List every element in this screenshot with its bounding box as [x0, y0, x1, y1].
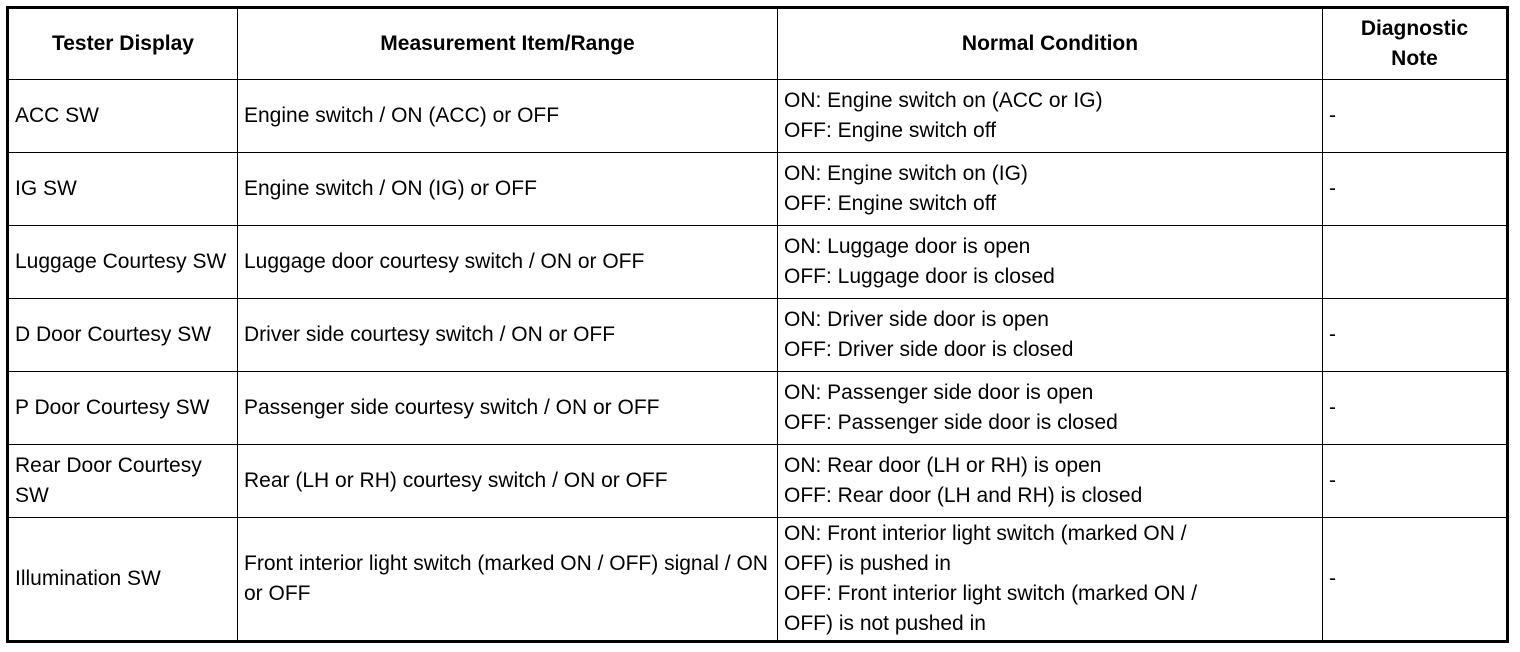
normal-condition-cell: [778, 518, 1323, 642]
header-tester-display: Tester Display: [8, 8, 238, 80]
measurement-cell: Passenger side courtesy switch / ON or OFF: [238, 372, 778, 445]
normal-condition-line: ON: Driver side door is open: [784, 308, 1049, 331]
table-row: [8, 299, 1508, 372]
header-normal-condition: Normal Condition: [778, 8, 1323, 80]
normal-condition-line: ON: Engine switch on (ACC or IG): [784, 89, 1103, 112]
normal-condition-cell: [778, 372, 1323, 445]
header-measurement-item: Measurement Item/Range: [238, 8, 778, 80]
table-header-row: [8, 8, 1508, 80]
normal-condition-line: OFF: Driver side door is closed: [784, 338, 1074, 361]
normal-condition-line: ON: Front interior light switch (marked ON /: [784, 522, 1187, 545]
measurement-cell: Rear (LH or RH) courtesy switch / ON or OFF: [238, 445, 778, 518]
normal-condition-line: OFF) is not pushed in: [784, 612, 986, 635]
diagnostic-note-cell: -: [1323, 299, 1508, 372]
tester-display-cell: IG SW: [8, 153, 238, 226]
table-row: [8, 226, 1508, 299]
normal-condition-line: OFF: Engine switch off: [784, 192, 997, 215]
tester-display-cell: ACC SW: [8, 80, 238, 153]
tester-display-cell: Illumination SW: [8, 518, 238, 642]
table-row: [8, 80, 1508, 153]
diagnostic-note-cell: -: [1323, 445, 1508, 518]
normal-condition-line: ON: Luggage door is open: [784, 235, 1031, 258]
diagnostic-note-cell: -: [1323, 518, 1508, 642]
normal-condition-cell: [778, 445, 1323, 518]
normal-condition-line: OFF: Luggage door is closed: [784, 265, 1055, 288]
normal-condition-cell: [778, 226, 1323, 299]
tester-display-cell: D Door Courtesy SW: [8, 299, 238, 372]
measurement-cell: Front interior light switch (marked ON / OFF) signal / ON or OFF: [238, 518, 778, 642]
normal-condition-line: OFF: Passenger side door is closed: [784, 411, 1118, 434]
tester-display-cell: Rear Door Courtesy SW: [8, 445, 238, 518]
diagnostic-note-cell: -: [1323, 372, 1508, 445]
normal-condition-line: ON: Rear door (LH or RH) is open: [784, 454, 1102, 477]
normal-condition-cell: [778, 299, 1323, 372]
normal-condition-cell: [778, 80, 1323, 153]
measurement-cell: Engine switch / ON (ACC) or OFF: [238, 80, 778, 153]
table-row: [8, 445, 1508, 518]
normal-condition-cell: [778, 153, 1323, 226]
normal-condition-line: OFF) is pushed in: [784, 552, 951, 575]
measurement-cell: Driver side courtesy switch / ON or OFF: [238, 299, 778, 372]
table-row: [8, 518, 1508, 642]
diagnostic-note-cell: -: [1323, 153, 1508, 226]
header-diagnostic-note-line2: Note: [1391, 47, 1438, 70]
normal-condition-line: OFF: Engine switch off: [784, 119, 997, 142]
tester-display-cell: Luggage Courtesy SW: [8, 226, 238, 299]
measurement-cell: Luggage door courtesy switch / ON or OFF: [238, 226, 778, 299]
table-row: [8, 372, 1508, 445]
normal-condition-line: OFF: Front interior light switch (marked ON /: [784, 582, 1198, 605]
diagnostic-note-cell: -: [1323, 80, 1508, 153]
normal-condition-line: ON: Passenger side door is open: [784, 381, 1094, 404]
table-row: [8, 153, 1508, 226]
diagnostic-note-cell: [1323, 226, 1508, 299]
header-diagnostic-note-line1: Diagnostic: [1360, 17, 1469, 40]
tester-display-cell: P Door Courtesy SW: [8, 372, 238, 445]
data-list-table: [6, 6, 1509, 643]
normal-condition-line: OFF: Rear door (LH and RH) is closed: [784, 484, 1143, 507]
measurement-cell: Engine switch / ON (IG) or OFF: [238, 153, 778, 226]
normal-condition-line: ON: Engine switch on (IG): [784, 162, 1028, 185]
header-diagnostic-note: [1323, 8, 1508, 80]
